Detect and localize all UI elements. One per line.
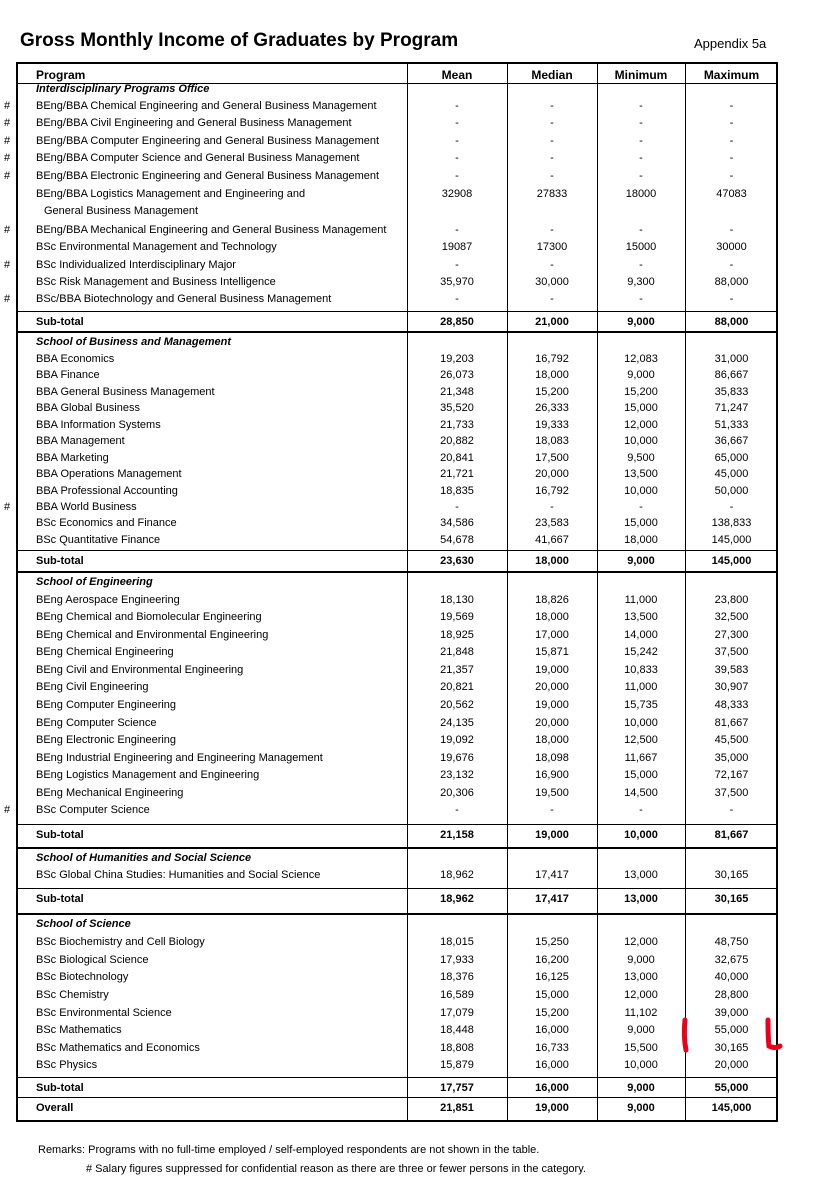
value-min: 9,000 — [627, 954, 655, 966]
value-median: 17,417 — [535, 869, 569, 881]
subtotal-label: Sub-total — [36, 829, 84, 841]
value-mean: 21,348 — [440, 386, 474, 398]
value-min: - — [639, 501, 643, 513]
value-max: 48,750 — [714, 936, 749, 948]
value-median: - — [550, 152, 554, 164]
suppressed-marker: # — [4, 293, 11, 305]
value-mean: 18,808 — [440, 1042, 474, 1054]
section-divider — [18, 571, 776, 573]
subtotal-label: Sub-total — [36, 1082, 84, 1094]
value-max: 37,500 — [714, 646, 749, 658]
subtotal-label: Overall — [36, 1102, 74, 1114]
value-mean: - — [455, 804, 459, 816]
value-mean: 20,821 — [440, 681, 474, 693]
value-median: 15,871 — [535, 646, 569, 658]
program-name: BBA Marketing — [36, 452, 109, 464]
value-mean: - — [455, 501, 459, 513]
value-median: 18,098 — [535, 752, 569, 764]
value-mean: 20,882 — [440, 435, 474, 447]
value-median: - — [550, 170, 554, 182]
program-name: BEng Mechanical Engineering — [36, 787, 184, 799]
value-min: - — [639, 170, 643, 182]
section-divider — [18, 913, 776, 915]
value-median: - — [550, 100, 554, 112]
remarks-note: # Salary figures suppressed for confidential reason as there are three or fewer persons in the category. — [86, 1163, 586, 1175]
value-median: 15,200 — [535, 1007, 569, 1019]
program-name: BEng Computer Science — [36, 717, 157, 729]
value-median: 16,000 — [535, 1024, 569, 1036]
value-max: 55,000 — [714, 1024, 749, 1036]
value-max: 55,000 — [714, 1082, 749, 1094]
value-mean: 21,733 — [440, 419, 474, 431]
subtotal-divider — [18, 1077, 776, 1078]
section-heading: School of Science — [36, 918, 131, 930]
value-min: 10,000 — [624, 485, 658, 497]
value-min: 9,300 — [627, 276, 655, 288]
value-max: - — [729, 135, 734, 147]
value-max: 39,000 — [714, 1007, 749, 1019]
value-mean: - — [455, 135, 459, 147]
section-heading: Interdisciplinary Programs Office — [36, 83, 210, 95]
value-mean: 54,678 — [440, 534, 474, 546]
value-min: 13,000 — [624, 893, 658, 905]
subtotal-label: Sub-total — [36, 316, 84, 328]
program-name: BEng/BBA Computer Engineering and General Business Management — [36, 135, 380, 147]
program-name: BBA Professional Accounting — [36, 485, 178, 497]
program-name: BBA Global Business — [36, 402, 140, 414]
value-max: 30,165 — [714, 1042, 749, 1054]
value-mean: 20,562 — [440, 699, 474, 711]
value-min: 13,000 — [624, 971, 658, 983]
value-min: 15,000 — [624, 769, 658, 781]
value-median: - — [550, 804, 554, 816]
value-min: 9,000 — [627, 555, 655, 567]
value-median: 19,333 — [535, 419, 569, 431]
value-min: 15,500 — [624, 1042, 658, 1054]
value-mean: 23,630 — [440, 555, 474, 567]
value-max: - — [729, 259, 734, 271]
value-mean: - — [455, 170, 459, 182]
value-min: 12,500 — [624, 734, 658, 746]
program-name: BEng/BBA Civil Engineering and General Business Management — [36, 117, 352, 129]
value-median: 19,000 — [535, 664, 569, 676]
program-name: BEng/BBA Logistics Management and Engineering and — [36, 188, 306, 200]
suppressed-marker: # — [4, 804, 11, 816]
subtotal-divider — [18, 550, 776, 551]
value-median: 17300 — [536, 241, 568, 253]
column-header-median: Median — [531, 68, 573, 82]
value-median: - — [550, 293, 554, 305]
value-max: 65,000 — [714, 452, 749, 464]
value-min: 12,083 — [624, 353, 658, 365]
value-min: - — [639, 224, 643, 236]
value-max: 145,000 — [711, 534, 752, 546]
value-max: 88,000 — [714, 276, 749, 288]
value-max: 20,000 — [714, 1059, 749, 1071]
value-mean: - — [455, 100, 459, 112]
value-max: 72,167 — [714, 769, 749, 781]
value-mean: 17,933 — [440, 954, 474, 966]
value-mean: 23,132 — [440, 769, 474, 781]
program-name: BEng/BBA Mechanical Engineering and General Business Management — [36, 224, 387, 236]
program-name: BEng/BBA Electronic Engineering and General Business Management — [36, 170, 380, 182]
value-min: 12,000 — [624, 989, 658, 1001]
program-name: BBA Finance — [36, 369, 100, 381]
subtotal-divider — [18, 1097, 776, 1098]
program-name: BEng Chemical and Environmental Engineering — [36, 629, 269, 641]
suppressed-marker: # — [4, 501, 11, 513]
value-min: 15,735 — [624, 699, 658, 711]
value-mean: - — [455, 117, 459, 129]
value-max: 145,000 — [711, 555, 752, 567]
value-max: 30,165 — [714, 869, 749, 881]
value-median: 20,000 — [535, 717, 569, 729]
value-median: 17,000 — [535, 629, 569, 641]
program-name: BEng Chemical and Biomolecular Engineering — [36, 611, 262, 623]
value-median: 18,000 — [535, 611, 569, 623]
value-min: 15,200 — [624, 386, 658, 398]
value-median: 15,000 — [535, 989, 569, 1001]
value-mean: 21,848 — [440, 646, 474, 658]
value-max: 88,000 — [714, 316, 749, 328]
value-max: 48,333 — [714, 699, 749, 711]
value-median: 19,000 — [535, 1102, 569, 1114]
program-name: BSc Global China Studies: Humanities and Social Science — [36, 869, 321, 881]
value-min: 13,500 — [624, 468, 658, 480]
value-min: 9,000 — [627, 369, 655, 381]
value-median: 30,000 — [535, 276, 569, 288]
section-heading: School of Humanities and Social Science — [36, 852, 252, 864]
value-mean: 18,376 — [440, 971, 474, 983]
value-max: 30000 — [716, 241, 747, 253]
value-min: 13,000 — [624, 869, 658, 881]
value-min: 11,102 — [624, 1007, 658, 1019]
value-max: 35,000 — [714, 752, 749, 764]
value-median: 26,333 — [535, 402, 569, 414]
value-mean: 19087 — [441, 241, 473, 253]
value-min: 9,000 — [627, 1102, 655, 1114]
program-name: BBA General Business Management — [36, 386, 215, 398]
value-max: - — [729, 293, 734, 305]
program-name: BEng Computer Engineering — [36, 699, 177, 711]
appendix-label: Appendix 5a — [694, 36, 767, 51]
value-min: 10,000 — [624, 829, 658, 841]
value-min: - — [639, 293, 643, 305]
value-min: 15,000 — [624, 402, 658, 414]
value-max: - — [729, 152, 734, 164]
program-name: BEng Chemical Engineering — [36, 646, 174, 658]
value-max: 32,675 — [714, 954, 749, 966]
value-min: 11,667 — [624, 752, 658, 764]
value-max: 37,500 — [714, 787, 749, 799]
value-mean: 18,448 — [440, 1024, 474, 1036]
program-name: BBA Management — [36, 435, 125, 447]
section-divider — [18, 331, 776, 333]
column-header-mean: Mean — [441, 68, 473, 82]
column-header-program: Program — [36, 68, 86, 82]
program-name: BSc Risk Management and Business Intelligence — [36, 276, 276, 288]
value-mean: 17,757 — [440, 1082, 474, 1094]
value-max: 50,000 — [714, 485, 749, 497]
program-name: BSc Quantitative Finance — [36, 534, 161, 546]
program-name: BEng/BBA Computer Science and General Business Management — [36, 152, 360, 164]
value-max: 30,165 — [714, 893, 749, 905]
program-name: BEng/BBA Chemical Engineering and General Business Management — [36, 100, 377, 112]
value-median: 16,792 — [535, 353, 569, 365]
program-name: BBA Information Systems — [36, 419, 161, 431]
value-min: 11,000 — [624, 681, 658, 693]
value-min: - — [639, 152, 643, 164]
value-mean: - — [455, 152, 459, 164]
program-name: BEng Civil and Environmental Engineering — [36, 664, 244, 676]
value-min: 9,000 — [627, 1082, 655, 1094]
value-max: - — [729, 501, 734, 513]
subtotal-divider — [18, 888, 776, 889]
value-mean: 21,721 — [440, 468, 474, 480]
value-min: 10,000 — [624, 717, 658, 729]
program-name: BEng Aerospace Engineering — [36, 594, 180, 606]
program-name: BSc Physics — [36, 1059, 98, 1071]
red-annotation-mark — [760, 1016, 786, 1056]
value-max: 138,833 — [711, 517, 752, 529]
value-min: 18,000 — [624, 534, 658, 546]
value-mean: 21,851 — [440, 1102, 474, 1114]
value-min: 14,500 — [624, 787, 658, 799]
value-median: 23,583 — [535, 517, 569, 529]
value-mean: 35,970 — [440, 276, 474, 288]
value-max: 81,667 — [714, 829, 749, 841]
value-median: 18,083 — [535, 435, 569, 447]
program-name: BSc Biological Science — [36, 954, 149, 966]
value-max: - — [729, 100, 734, 112]
value-max: 145,000 — [711, 1102, 752, 1114]
value-min: 11,000 — [624, 594, 658, 606]
value-max: 32,500 — [714, 611, 749, 623]
value-mean: 35,520 — [440, 402, 474, 414]
value-max: - — [729, 170, 734, 182]
section-divider — [18, 847, 776, 849]
value-mean: 16,589 — [440, 989, 474, 1001]
value-max: 27,300 — [714, 629, 749, 641]
value-max: 40,000 — [714, 971, 749, 983]
value-median: 18,000 — [535, 369, 569, 381]
value-max: 45,500 — [714, 734, 749, 746]
value-min: - — [639, 100, 643, 112]
value-mean: 32908 — [441, 188, 473, 200]
value-median: - — [550, 117, 554, 129]
value-min: 15000 — [625, 241, 657, 253]
program-name: BSc/BBA Biotechnology and General Business Management — [36, 293, 332, 305]
value-min: 18000 — [625, 188, 657, 200]
value-mean: - — [455, 259, 459, 271]
value-median: - — [550, 224, 554, 236]
value-median: 17,500 — [535, 452, 569, 464]
value-median: - — [550, 135, 554, 147]
value-max: 28,800 — [714, 989, 749, 1001]
value-mean: 19,092 — [440, 734, 474, 746]
program-name: BEng Industrial Engineering and Engineering Management — [36, 752, 323, 764]
column-header-maximum: Maximum — [703, 68, 760, 82]
value-mean: 18,962 — [440, 893, 474, 905]
value-mean: 18,925 — [440, 629, 474, 641]
value-mean: - — [455, 293, 459, 305]
program-name: BSc Individualized Interdisciplinary Major — [36, 259, 236, 271]
value-min: 14,000 — [624, 629, 658, 641]
value-mean: 18,962 — [440, 869, 474, 881]
value-median: 20,000 — [535, 681, 569, 693]
value-min: 10,833 — [624, 664, 658, 676]
program-name: BSc Computer Science — [36, 804, 150, 816]
subtotal-divider — [18, 824, 776, 825]
suppressed-marker: # — [4, 100, 11, 112]
value-mean: 19,676 — [440, 752, 474, 764]
program-name: BSc Environmental Science — [36, 1007, 172, 1019]
value-mean: 18,015 — [440, 936, 474, 948]
value-max: 86,667 — [714, 369, 749, 381]
value-median: 19,000 — [535, 699, 569, 711]
program-name: BSc Environmental Management and Technology — [36, 241, 277, 253]
value-min: - — [639, 804, 643, 816]
value-median: 16,900 — [535, 769, 569, 781]
red-annotation-mark — [676, 1016, 696, 1056]
value-median: 16,792 — [535, 485, 569, 497]
suppressed-marker: # — [4, 224, 11, 236]
value-median: - — [550, 501, 554, 513]
value-mean: 19,569 — [440, 611, 474, 623]
value-mean: 21,357 — [440, 664, 474, 676]
value-mean: 28,850 — [440, 316, 474, 328]
value-median: 21,000 — [535, 316, 569, 328]
value-max: 51,333 — [714, 419, 749, 431]
value-mean: 18,130 — [440, 594, 474, 606]
value-mean: 20,841 — [440, 452, 474, 464]
value-median: 19,500 — [535, 787, 569, 799]
value-median: 19,000 — [535, 829, 569, 841]
program-name: BBA World Business — [36, 501, 137, 513]
value-mean: 15,879 — [440, 1059, 474, 1071]
value-max: - — [729, 117, 734, 129]
value-max: 47083 — [716, 188, 747, 200]
value-max: 23,800 — [714, 594, 749, 606]
program-name: BBA Operations Management — [36, 468, 182, 480]
value-median: 41,667 — [535, 534, 569, 546]
value-min: 15,242 — [624, 646, 658, 658]
value-median: 18,826 — [535, 594, 569, 606]
subtotal-divider — [18, 311, 776, 312]
value-min: 10,000 — [624, 1059, 658, 1071]
value-min: 13,500 — [624, 611, 658, 623]
value-min: 12,000 — [624, 936, 658, 948]
value-mean: 19,203 — [440, 353, 474, 365]
value-min: - — [639, 259, 643, 271]
program-name: BSc Biochemistry and Cell Biology — [36, 936, 205, 948]
program-name: BSc Economics and Finance — [36, 517, 177, 529]
value-min: 9,000 — [627, 1024, 655, 1036]
value-max: 36,667 — [714, 435, 749, 447]
value-max: 31,000 — [714, 353, 749, 365]
value-median: 15,250 — [535, 936, 569, 948]
subtotal-label: Sub-total — [36, 555, 84, 567]
program-name: BEng Logistics Management and Engineering — [36, 769, 260, 781]
value-mean: 18,835 — [440, 485, 474, 497]
remarks-text: Remarks: Programs with no full-time employed / self-employed respondents are not shown in the table. — [38, 1144, 540, 1156]
subtotal-label: Sub-total — [36, 893, 84, 905]
value-mean: 34,586 — [440, 517, 474, 529]
value-max: 71,247 — [714, 402, 749, 414]
value-max: 35,833 — [714, 386, 749, 398]
value-median: 16,125 — [535, 971, 569, 983]
value-mean: 17,079 — [440, 1007, 474, 1019]
value-mean: 24,135 — [440, 717, 474, 729]
program-name: BEng Electronic Engineering — [36, 734, 177, 746]
suppressed-marker: # — [4, 170, 11, 182]
value-mean: 21,158 — [440, 829, 474, 841]
section-heading: School of Business and Management — [36, 336, 231, 348]
program-name: BSc Mathematics — [36, 1024, 122, 1036]
value-mean: - — [455, 224, 459, 236]
value-median: 20,000 — [535, 468, 569, 480]
column-header-minimum: Minimum — [614, 68, 668, 82]
value-min: 10,000 — [624, 435, 658, 447]
value-max: 45,000 — [714, 468, 749, 480]
value-median: 16,200 — [535, 954, 569, 966]
program-name: BSc Biotechnology — [36, 971, 129, 983]
value-median: 15,200 — [535, 386, 569, 398]
program-name: BSc Chemistry — [36, 989, 109, 1001]
value-max: - — [729, 804, 734, 816]
program-name: BBA Economics — [36, 353, 115, 365]
value-median: 27833 — [536, 188, 568, 200]
suppressed-marker: # — [4, 135, 11, 147]
program-name: BEng Civil Engineering — [36, 681, 149, 693]
value-median: - — [550, 259, 554, 271]
value-median: 16,733 — [535, 1042, 569, 1054]
value-min: - — [639, 135, 643, 147]
value-mean: 26,073 — [440, 369, 474, 381]
suppressed-marker: # — [4, 259, 11, 271]
value-min: 15,000 — [624, 517, 658, 529]
program-name: BSc Mathematics and Economics — [36, 1042, 200, 1054]
value-max: - — [729, 224, 734, 236]
value-max: 39,583 — [714, 664, 749, 676]
value-max: 81,667 — [714, 717, 749, 729]
suppressed-marker: # — [4, 152, 11, 164]
value-min: 9,000 — [627, 316, 655, 328]
suppressed-marker: # — [4, 117, 11, 129]
income-table — [4, 62, 778, 1122]
value-median: 18,000 — [535, 555, 569, 567]
value-median: 16,000 — [535, 1082, 569, 1094]
value-mean: 20,306 — [440, 787, 474, 799]
value-min: 9,500 — [627, 452, 655, 464]
value-median: 18,000 — [535, 734, 569, 746]
report-title: Gross Monthly Income of Graduates by Program — [20, 30, 459, 51]
value-median: 16,000 — [535, 1059, 569, 1071]
value-min: - — [639, 117, 643, 129]
value-min: 12,000 — [624, 419, 658, 431]
value-median: 17,417 — [535, 893, 569, 905]
program-name-continued: General Business Management — [44, 205, 199, 217]
value-max: 30,907 — [714, 681, 749, 693]
section-heading: School of Engineering — [36, 576, 153, 588]
